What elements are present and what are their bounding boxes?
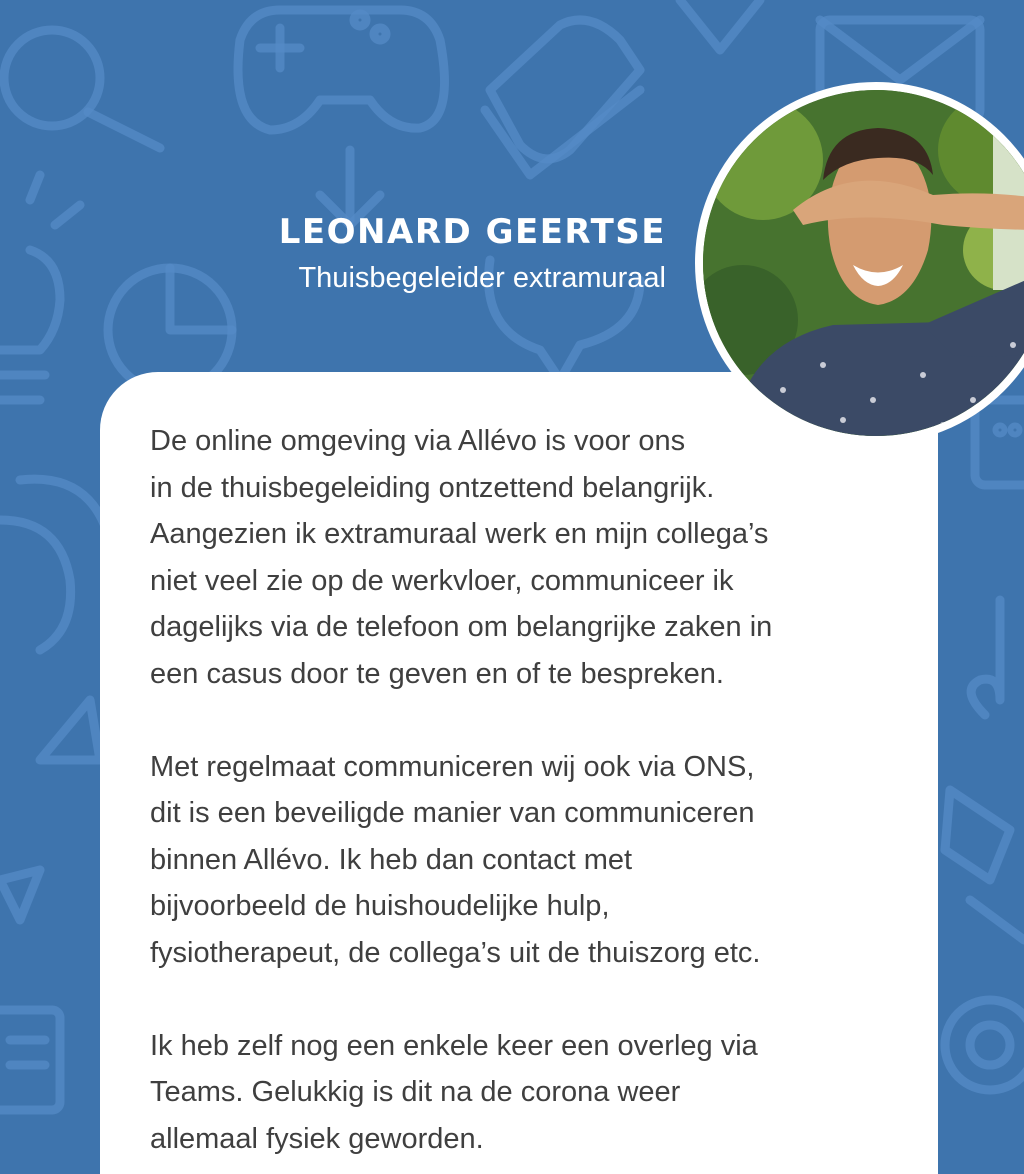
quote-line: dit is een beveiligde manier van communiceren [150,797,755,829]
person-name: LEONARD GEERTSE [278,212,666,252]
speech-bubble-icon [0,479,115,650]
quote-line: een casus door te geven en of te bespreken. [150,657,724,690]
quote-paragraph [150,1023,890,1163]
camera-icon [945,1000,1024,1090]
quote-line: allemaal fysiek geworden. [150,1122,484,1155]
document-icon [0,700,100,1110]
quote-line: binnen Allévo. Ik heb dan contact met [150,843,633,876]
magnifier-icon [4,30,160,148]
quote-line: in de thuisbegeleiding ontzettend belangrijk. [150,471,715,504]
quote-line: fysiotherapeut, de collega’s uit de thuiszorg etc. [150,936,761,969]
envelope-icon [680,0,760,50]
quote-text [150,418,890,1174]
portrait-photo [703,90,1024,436]
quote-paragraph [150,744,890,977]
quote-line: Teams. Gelukkig is dit na de corona weer [150,1076,681,1108]
gamepad-icon [238,10,445,130]
book-icon [485,20,640,175]
quote-line: niet veel zie op de werkvloer, communiceer ik [150,564,734,597]
quote-line: De online omgeving via Allévo is voor ons [150,425,686,457]
calculator-icon [975,400,1024,485]
quote-line: bijvoorbeeld de huishoudelijke hulp, [150,890,610,922]
quote-paragraph [150,418,890,697]
music-note-icon [971,600,1000,715]
lightbulb-icon [0,175,80,400]
quote-line: Aangezien ik extramuraal werk en mijn collega’s [150,518,769,550]
person-role: Thuisbegeleider extramuraal [298,262,666,294]
quote-line: dagelijks via de telefoon om belangrijke zaken in [150,611,773,643]
pencil-icon [945,790,1024,940]
quote-line: Met regelmaat communiceren wij ook via ONS, [150,750,755,783]
quote-line: Ik heb zelf nog een enkele keer een overleg via [150,1029,758,1062]
